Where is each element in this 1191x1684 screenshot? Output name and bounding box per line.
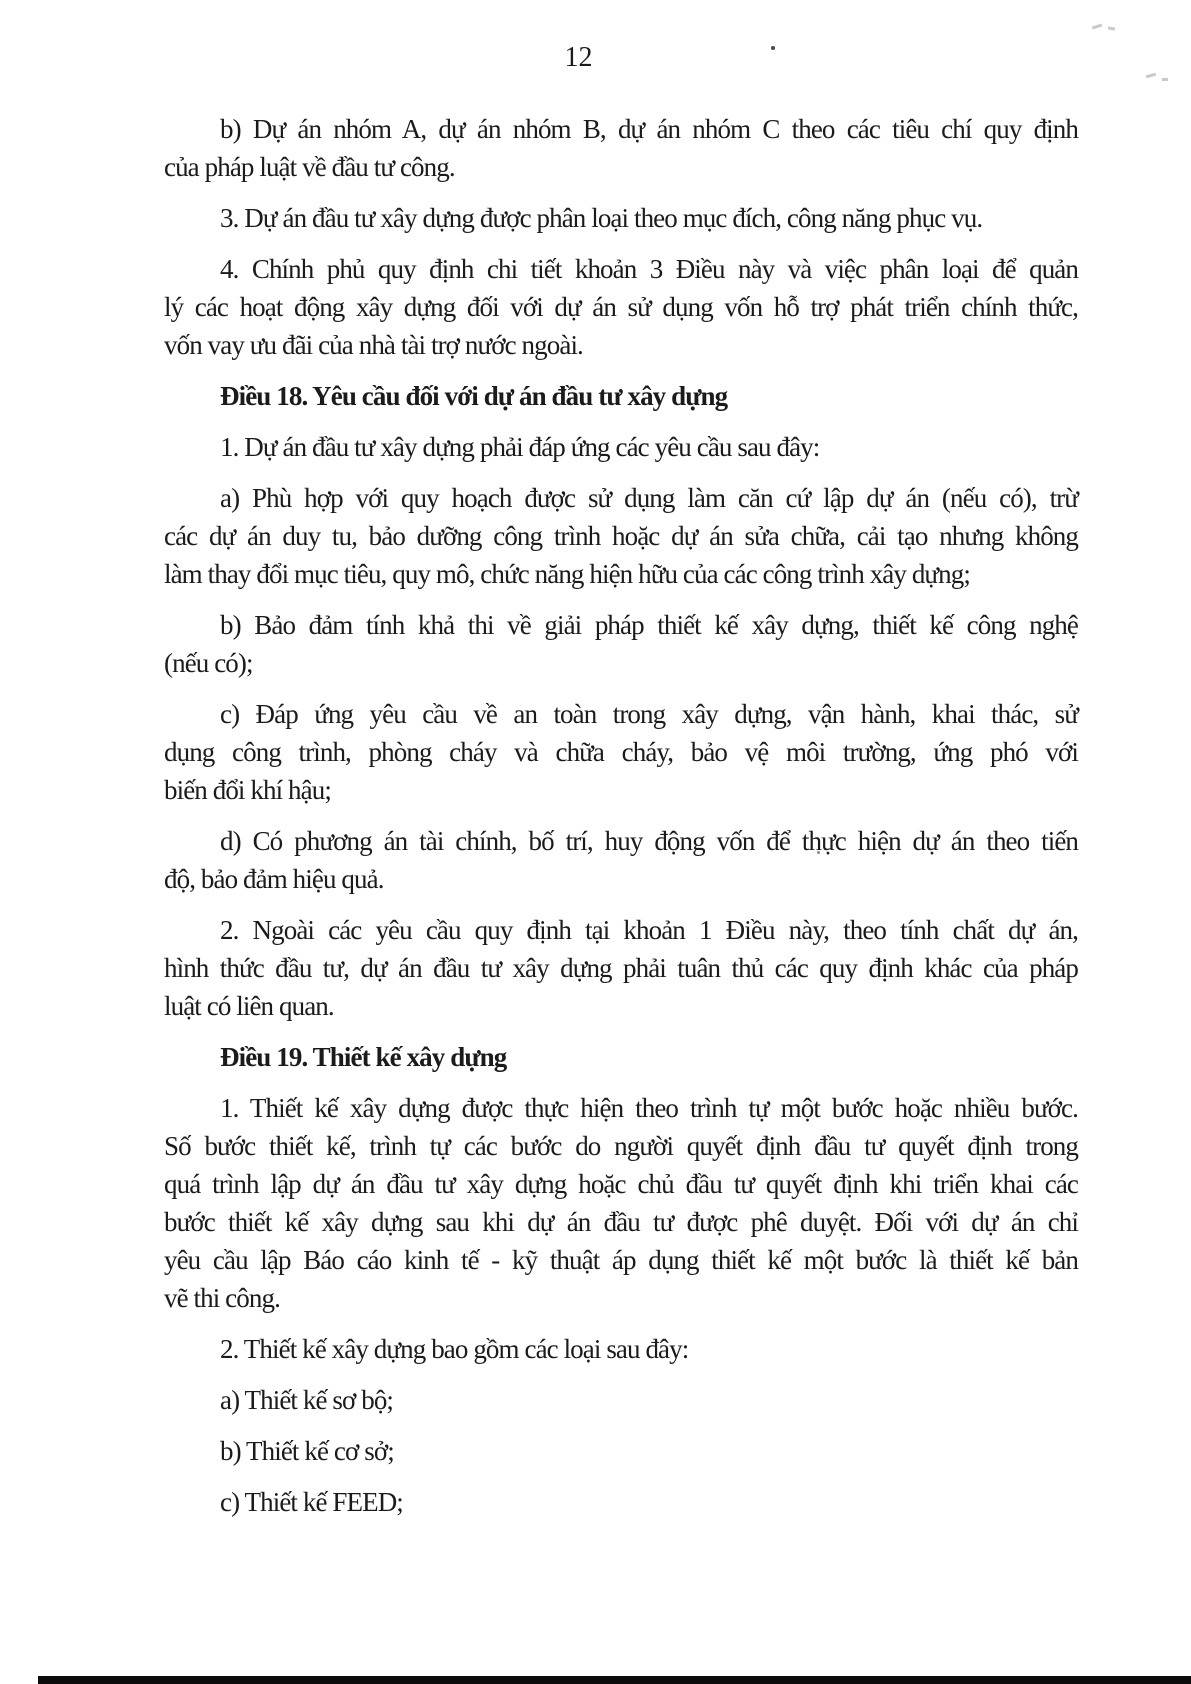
para-point-b-project-groups — [164, 110, 1078, 186]
scan-speck — [1108, 26, 1115, 30]
text-line: vẽ thi công. — [164, 1283, 280, 1313]
para-19-point-a-preliminary — [164, 1381, 1078, 1419]
text-line: c) Thiết kế FEED; — [220, 1487, 403, 1517]
para-clause-3-classification — [164, 199, 1078, 237]
para-18-clause-1-intro — [164, 428, 1078, 466]
text-line: 3. Dự án đầu tư xây dựng được phân loại theo mục đích, công năng phục vụ. — [220, 203, 983, 233]
text-line: b) Thiết kế cơ sở; — [220, 1436, 394, 1466]
para-clause-4-government-detail — [164, 250, 1078, 364]
scan-speck — [1162, 78, 1168, 81]
page-content — [164, 110, 1078, 1521]
text-line: b) Dự án nhóm A, dự án nhóm B, dự án nhóm C theo các tiêu chí quy định — [220, 114, 1078, 144]
text-line: c) Đáp ứng yêu cầu về an toàn trong xây dựng, vận hành, khai thác, sử — [220, 699, 1078, 729]
text-line: luật có liên quan. — [164, 991, 334, 1021]
heading-article-18 — [164, 377, 1078, 415]
text-line: Điều 18. Yêu cầu đối với dự án đầu tư xây dựng — [220, 381, 728, 411]
page-number: 12 — [564, 42, 593, 73]
text-line: lý các hoạt động xây dựng đối với dự án sử dụng vốn hỗ trợ phát triển chính thức, — [164, 292, 1078, 322]
text-line: quá trình lập dự án đầu tư xây dựng hoặc chủ đầu tư quyết định khi triển khai các — [164, 1169, 1078, 1199]
text-line: của pháp luật về đầu tư công. — [164, 152, 455, 182]
text-line: yêu cầu lập Báo cáo kinh tế - kỹ thuật áp dụng thiết kế một bước là thiết kế bản — [164, 1245, 1078, 1275]
text-line: b) Bảo đảm tính khả thi về giải pháp thiết kế xây dựng, thiết kế công nghệ — [220, 610, 1078, 640]
text-line: a) Phù hợp với quy hoạch được sử dụng làm căn cứ lập dự án (nếu có), trừ — [220, 483, 1078, 513]
para-18-point-a-planning — [164, 479, 1078, 593]
text-line: các dự án duy tu, bảo dưỡng công trình hoặc dự án sửa chữa, cải tạo nhưng không — [164, 521, 1078, 551]
text-line: 4. Chính phủ quy định chi tiết khoản 3 Điều này và việc phân loại để quản — [220, 254, 1078, 284]
para-18-point-b-feasibility — [164, 606, 1078, 682]
para-19-point-b-basic — [164, 1432, 1078, 1470]
text-line: vốn vay ưu đãi của nhà tài trợ nước ngoài. — [164, 330, 583, 360]
para-19-point-c-feed — [164, 1483, 1078, 1521]
para-19-clause-2-design-types — [164, 1330, 1078, 1368]
text-line: 1. Thiết kế xây dựng được thực hiện theo trình tự một bước hoặc nhiều bước. — [220, 1093, 1078, 1123]
text-line: a) Thiết kế sơ bộ; — [220, 1385, 394, 1415]
scan-edge-line — [38, 1676, 1191, 1684]
text-line: dụng công trình, phòng cháy và chữa cháy, bảo vệ môi trường, ứng phó với — [164, 737, 1078, 767]
para-18-point-c-safety — [164, 695, 1078, 809]
text-line: biến đổi khí hậu; — [164, 775, 331, 805]
text-line: Số bước thiết kế, trình tự các bước do người quyết định đầu tư quyết định trong — [164, 1131, 1078, 1161]
para-18-point-d-finance — [164, 822, 1078, 898]
para-19-clause-1-design-steps — [164, 1089, 1078, 1317]
text-line: độ, bảo đảm hiệu quả. — [164, 864, 384, 894]
text-line: 2. Thiết kế xây dựng bao gồm các loại sau đây: — [220, 1334, 689, 1364]
para-18-clause-2-other-rules — [164, 911, 1078, 1025]
text-line: 2. Ngoài các yêu cầu quy định tại khoản 1 Điều này, theo tính chất dự án, — [220, 915, 1078, 945]
text-line: bước thiết kế xây dựng sau khi dự án đầu tư được phê duyệt. Đối với dự án chỉ — [164, 1207, 1078, 1237]
heading-article-19 — [164, 1038, 1078, 1076]
text-line: (nếu có); — [164, 648, 253, 678]
scan-speck — [771, 46, 775, 50]
text-line: hình thức đầu tư, dự án đầu tư xây dựng phải tuân thủ các quy định khác của pháp — [164, 953, 1078, 983]
text-line: d) Có phương án tài chính, bố trí, huy động vốn để thực hiện dự án theo tiến — [220, 826, 1078, 856]
text-line: Điều 19. Thiết kế xây dựng — [220, 1042, 507, 1072]
text-line: làm thay đổi mục tiêu, quy mô, chức năng hiện hữu của các công trình xây dựng; — [164, 559, 970, 589]
scan-speck — [1092, 24, 1102, 30]
text-line: 1. Dự án đầu tư xây dựng phải đáp ứng các yêu cầu sau đây: — [220, 432, 820, 462]
